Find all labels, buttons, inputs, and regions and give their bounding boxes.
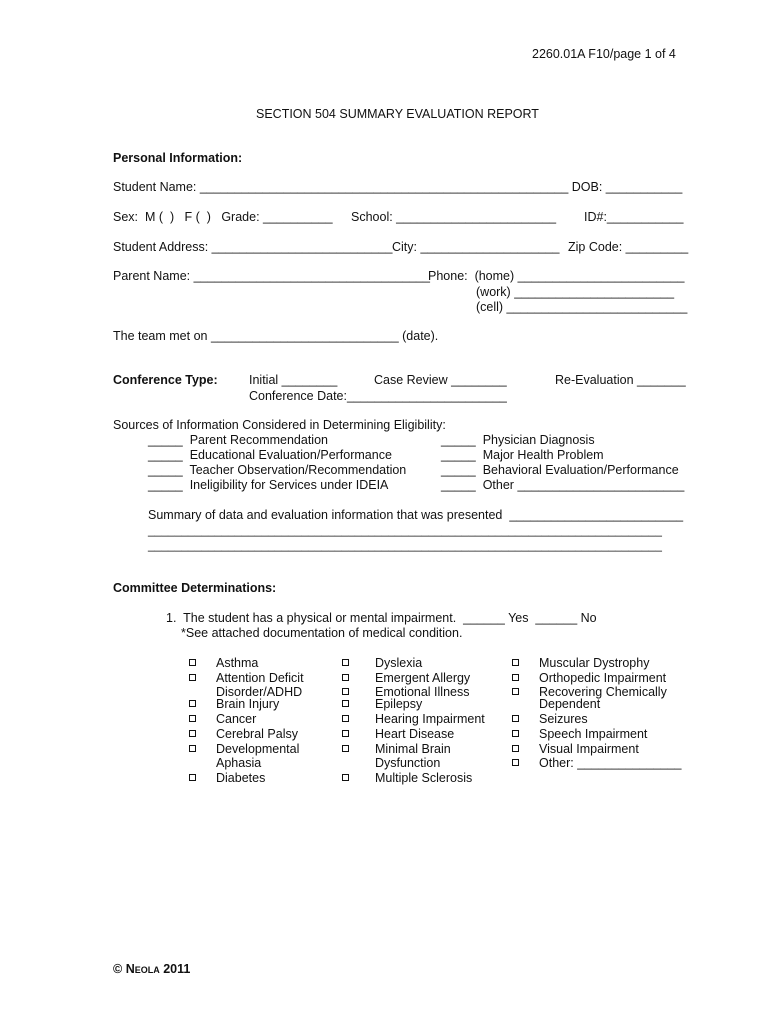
phone-cell-field[interactable]: (cell) __________________________ <box>476 300 688 314</box>
checkbox-dyslexia[interactable] <box>342 659 349 666</box>
checkbox-hearing-impairment[interactable] <box>342 715 349 722</box>
impairment-question[interactable]: 1. The student has a physical or mental impairment. ______ Yes ______ No <box>166 611 597 625</box>
condition-label: Speech Impairment <box>539 727 648 741</box>
checkbox-orthopedic-impairment[interactable] <box>512 674 519 681</box>
page-title: SECTION 504 SUMMARY EVALUATION REPORT <box>256 107 539 121</box>
source-item[interactable]: _____ Teacher Observation/Recommendation <box>148 463 407 477</box>
checkbox-diabetes[interactable] <box>189 774 196 781</box>
checkbox-emotional-illness[interactable] <box>342 688 349 695</box>
source-item[interactable]: _____ Major Health Problem <box>441 448 604 462</box>
committee-heading: Committee Determinations: <box>113 581 277 595</box>
source-item[interactable]: _____ Educational Evaluation/Performance <box>148 448 392 462</box>
page-reference: 2260.01A F10/page 1 of 4 <box>532 47 676 61</box>
checkbox-cerebral-palsy[interactable] <box>189 730 196 737</box>
checkbox-seizures[interactable] <box>512 715 519 722</box>
condition-label: Dependent <box>539 697 601 711</box>
checkbox-minimal-brain-dysfunction[interactable] <box>342 745 349 752</box>
condition-label: Epilepsy <box>375 697 423 711</box>
condition-label: Recovering Chemically <box>539 685 667 699</box>
source-item[interactable]: _____ Parent Recommendation <box>148 433 328 447</box>
condition-label: Aphasia <box>216 756 262 770</box>
conference-initial-field[interactable]: Initial ________ <box>249 373 338 387</box>
impairment-note: *See attached documentation of medical condition. <box>181 626 463 640</box>
condition-label: Other: _______________ <box>539 756 682 770</box>
conference-date-field[interactable]: Conference Date:_______________________ <box>249 389 507 403</box>
source-item[interactable]: _____ Behavioral Evaluation/Performance <box>441 463 679 477</box>
condition-label: Diabetes <box>216 771 266 785</box>
checkbox-brain-injury[interactable] <box>189 700 196 707</box>
condition-label: Asthma <box>216 656 259 670</box>
sex-grade-field[interactable]: Sex: M ( ) F ( ) Grade: __________ <box>113 210 333 224</box>
condition-label: Muscular Dystrophy <box>539 656 650 670</box>
checkbox-recovering-chemically-dependent[interactable] <box>512 688 519 695</box>
personal-info-heading: Personal Information: <box>113 151 243 165</box>
conference-type-label: Conference Type: <box>113 373 218 387</box>
condition-label: Orthopedic Impairment <box>539 671 667 685</box>
zip-field[interactable]: Zip Code: _________ <box>568 240 689 254</box>
condition-label: Seizures <box>539 712 588 726</box>
id-field[interactable]: ID#:___________ <box>584 210 684 224</box>
school-field[interactable]: School: _______________________ <box>351 210 557 224</box>
condition-label: Cerebral Palsy <box>216 727 298 741</box>
source-item[interactable]: _____ Ineligibility for Services under IDEIA <box>148 478 389 492</box>
source-item[interactable]: _____ Physician Diagnosis <box>441 433 595 447</box>
phone-home-field[interactable]: Phone: (home) ________________________ <box>428 269 685 283</box>
checkbox-muscular-dystrophy[interactable] <box>512 659 519 666</box>
condition-label: Minimal Brain <box>375 742 451 756</box>
student-name-field[interactable]: Student Name: _____________________________________________________ DOB: ___________ <box>113 180 683 194</box>
checkbox-visual-impairment[interactable] <box>512 745 519 752</box>
checkbox-multiple-sclerosis[interactable] <box>342 774 349 781</box>
summary-field[interactable]: Summary of data and evaluation information that was presented _________________________ <box>148 508 684 522</box>
footer-copyright <box>113 962 190 977</box>
checkbox-attention-deficit[interactable] <box>189 674 196 681</box>
condition-label: Visual Impairment <box>539 742 639 756</box>
checkbox-cancer[interactable] <box>189 715 196 722</box>
conference-re-evaluation-field[interactable]: Re-Evaluation _______ <box>555 373 686 387</box>
city-field[interactable]: City: ____________________ <box>392 240 560 254</box>
condition-label: Cancer <box>216 712 257 726</box>
condition-label: Attention Deficit <box>216 671 304 685</box>
condition-label: Developmental <box>216 742 300 756</box>
conference-case-review-field[interactable]: Case Review ________ <box>374 373 507 387</box>
condition-label: Multiple Sclerosis <box>375 771 473 785</box>
condition-label: Emergent Allergy <box>375 671 471 685</box>
condition-label: Hearing Impairment <box>375 712 485 726</box>
condition-label: Emotional Illness <box>375 685 470 699</box>
condition-label: Dyslexia <box>375 656 423 670</box>
parent-name-field[interactable]: Parent Name: __________________________________ <box>113 269 430 283</box>
condition-label: Dysfunction <box>375 756 441 770</box>
checkbox-emergent-allergy[interactable] <box>342 674 349 681</box>
checkbox-heart-disease[interactable] <box>342 730 349 737</box>
team-met-field[interactable]: The team met on ___________________________ (date). <box>113 329 439 343</box>
checkbox-asthma[interactable] <box>189 659 196 666</box>
condition-label: Disorder/ADHD <box>216 685 303 699</box>
summary-line[interactable]: _____________________________________________________________________________ <box>148 523 662 537</box>
checkbox-developmental-aphasia[interactable] <box>189 745 196 752</box>
summary-line[interactable]: _____________________________________________________________________________ <box>148 538 662 552</box>
checkbox-speech-impairment[interactable] <box>512 730 519 737</box>
source-item[interactable]: _____ Other ________________________ <box>441 478 685 492</box>
checkbox-other[interactable] <box>512 759 519 766</box>
phone-work-field[interactable]: (work) _______________________ <box>476 285 675 299</box>
copyright-symbol: © <box>113 962 126 976</box>
address-field[interactable]: Student Address: __________________________ <box>113 240 393 254</box>
brand-name: Neola <box>125 962 160 976</box>
condition-label: Heart Disease <box>375 727 455 741</box>
checkbox-epilepsy[interactable] <box>342 700 349 707</box>
copyright-year: 2011 <box>159 962 191 976</box>
condition-label: Brain Injury <box>216 697 280 711</box>
sources-heading: Sources of Information Considered in Determining Eligibility: <box>113 418 446 432</box>
